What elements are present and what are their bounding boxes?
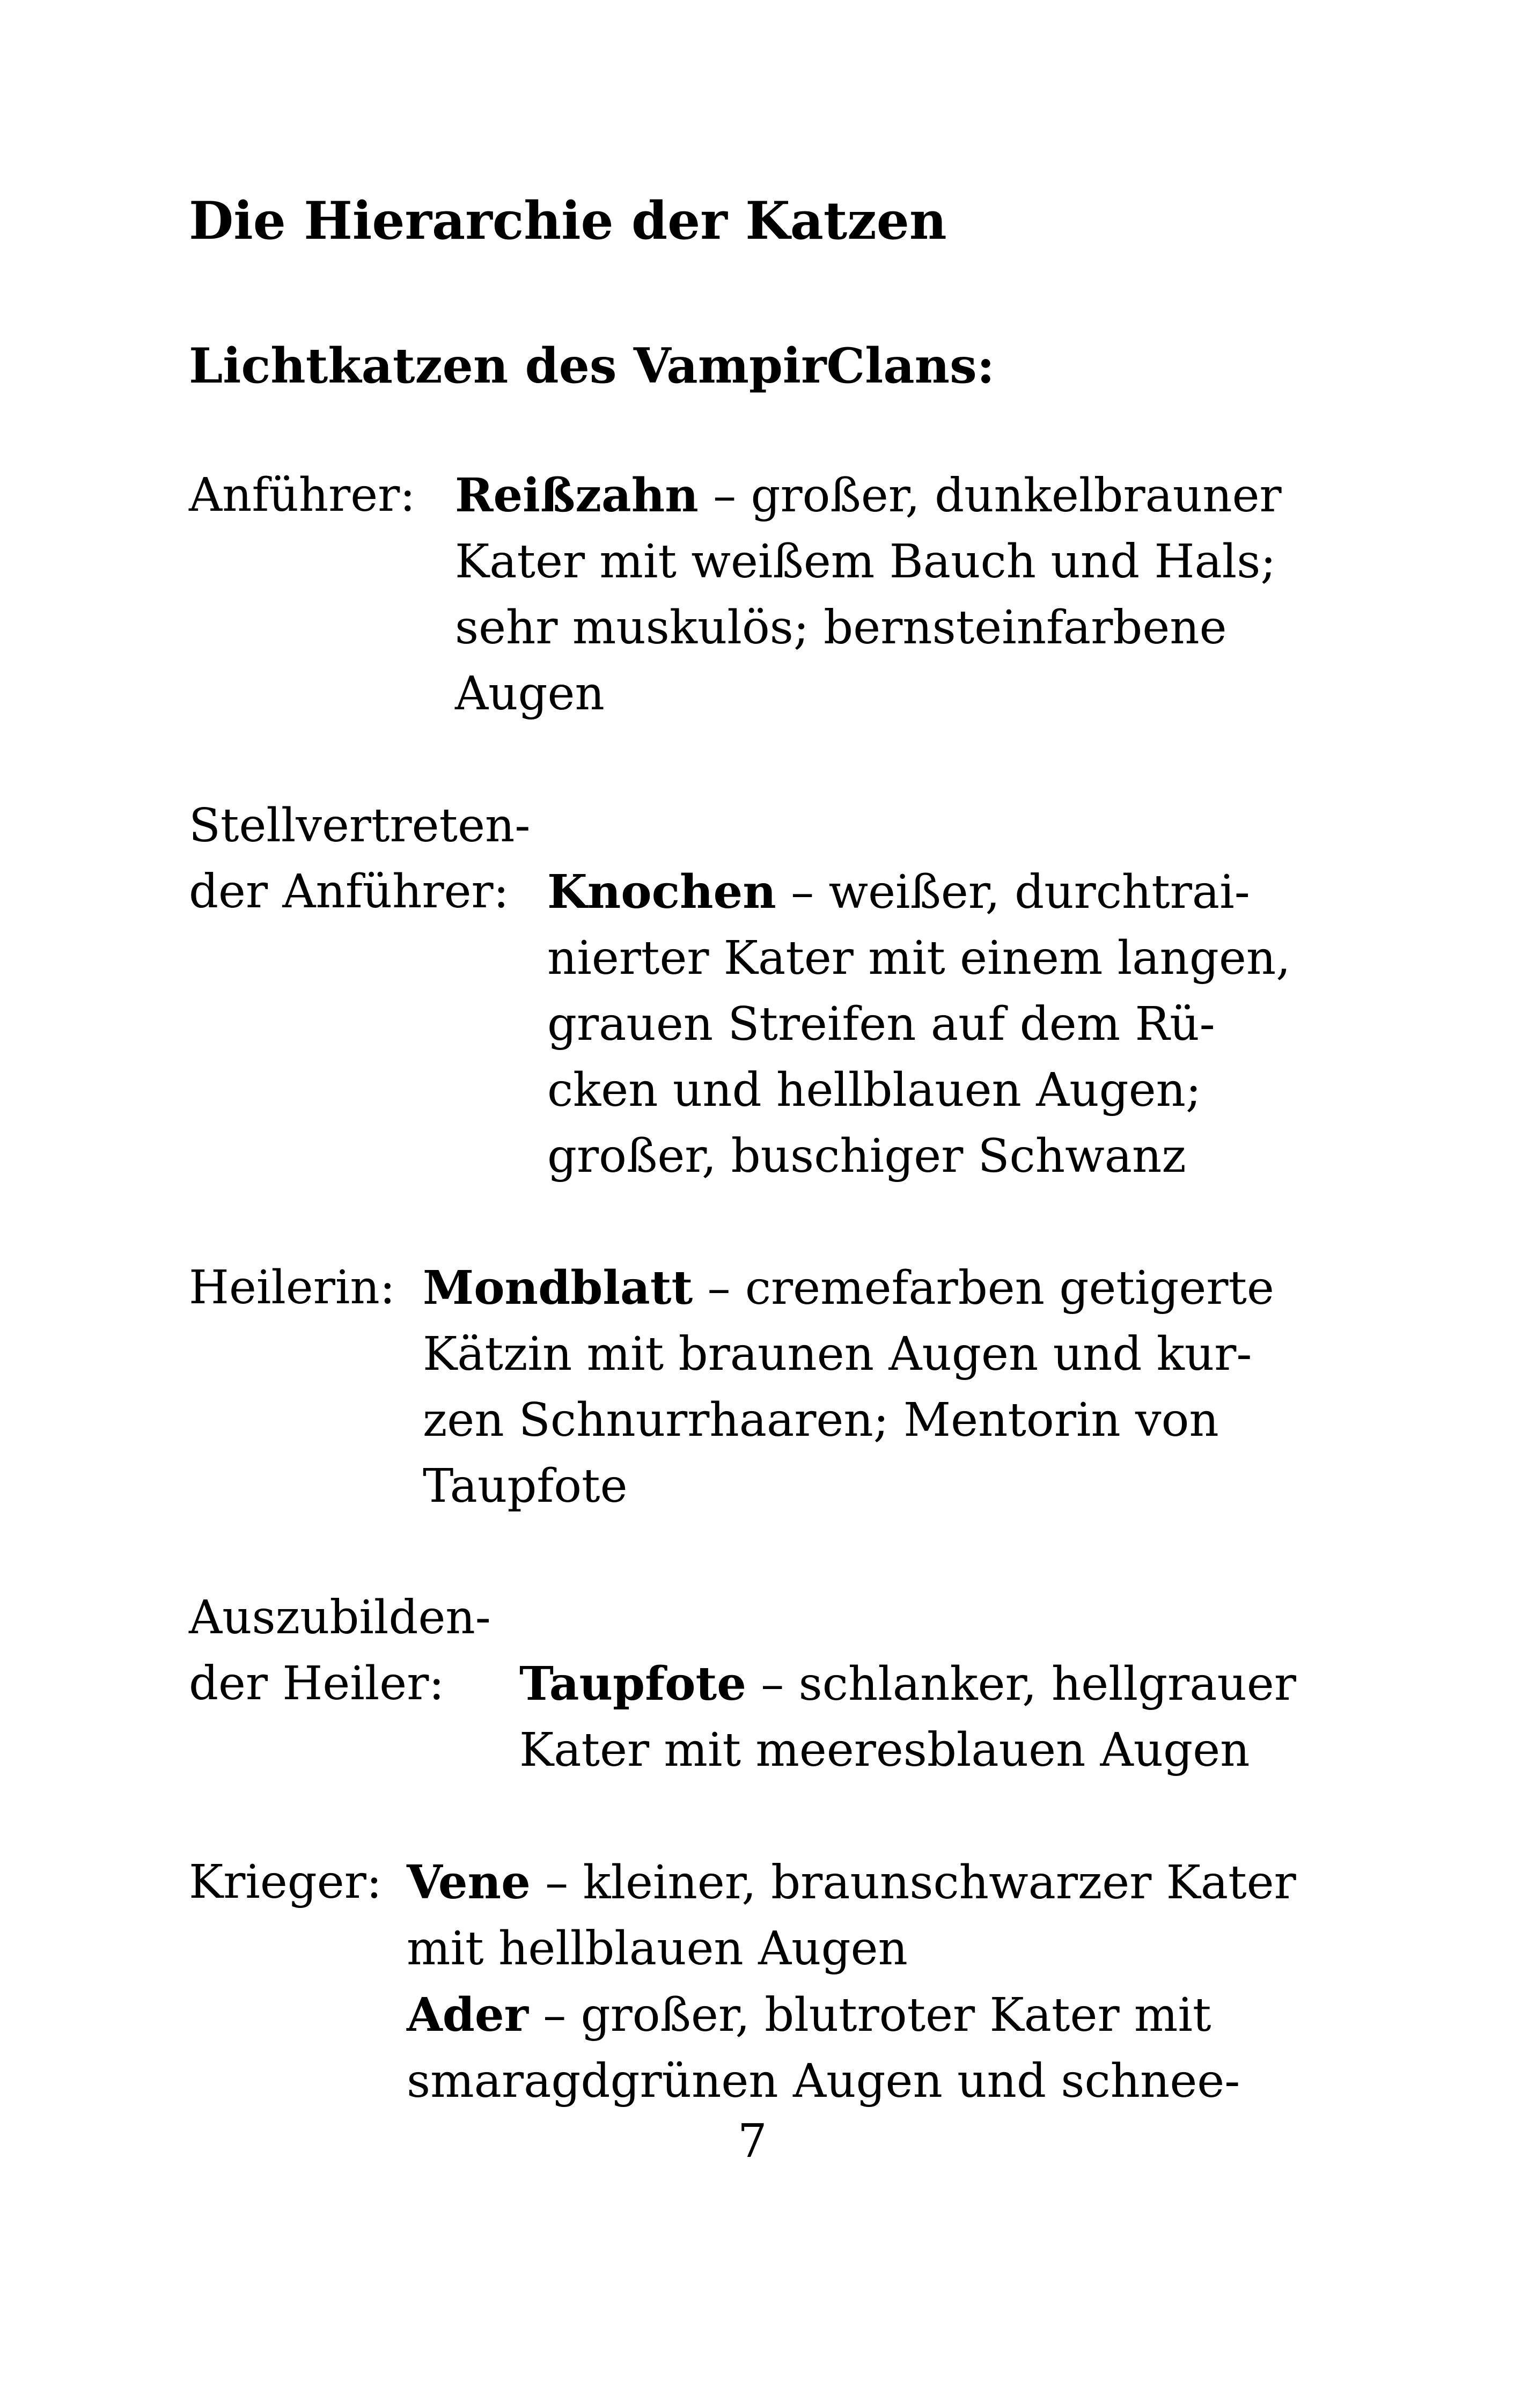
- description-first-line: [519, 1651, 1296, 1717]
- cat-description: [407, 1849, 1296, 2115]
- description-line: cken und hellblauen Augen;: [547, 1063, 1201, 1117]
- cat-description: [519, 1651, 1296, 1783]
- role-label: Anführer:: [189, 468, 416, 522]
- description-first-line: [407, 1849, 1296, 1916]
- description-first-line: [407, 1982, 1296, 2049]
- role-label: Heilerin:: [189, 1261, 395, 1315]
- description-line: Kätzin mit braunen Augen und kur-: [423, 1327, 1252, 1381]
- cat-name: Ader: [407, 1988, 528, 2042]
- description-text: – cremefarben getigerte: [693, 1261, 1274, 1315]
- description-line: sehr muskulös; bernsteinfarbene: [455, 601, 1227, 655]
- cat-name: Mondblatt: [423, 1261, 693, 1315]
- role-label: der Heiler:: [189, 1657, 445, 1710]
- description-text: – großer, blutroter Kater mit: [528, 1988, 1211, 2042]
- cat-description: [547, 859, 1291, 1190]
- cat-name: Knochen: [547, 865, 776, 919]
- description-line: Taupfote: [423, 1459, 628, 1513]
- cat-description: [455, 462, 1282, 727]
- description-text: – kleiner, braunschwarzer Kater: [530, 1856, 1296, 1910]
- role-label: Auszubilden-: [189, 1591, 491, 1645]
- description-line: großer, buschiger Schwanz: [547, 1129, 1186, 1183]
- description-line: Kater mit meeresblauen Augen: [519, 1723, 1250, 1777]
- role-label: der Anführer:: [189, 865, 509, 919]
- description-line: smaragdgrünen Augen und schnee-: [407, 2054, 1240, 2108]
- description-line: mit hellblauen Augen: [407, 1922, 908, 1976]
- description-text: – weißer, durchtrai-: [776, 865, 1250, 919]
- description-first-line: [455, 462, 1282, 529]
- description-text: – schlanker, hellgrauer: [746, 1657, 1296, 1711]
- description-text: – großer, dunkelbrauner: [698, 469, 1282, 523]
- description-line: Kater mit weißem Bauch und Hals;: [455, 535, 1276, 589]
- page-number: 7: [738, 2115, 767, 2168]
- page-title: Die Hierarchie der Katzen: [189, 190, 947, 251]
- role-label: Stellvertreten-: [189, 799, 531, 853]
- description-line: Augen: [455, 667, 605, 721]
- cat-description: [423, 1255, 1274, 1519]
- description-line: nierter Kater mit einem langen,: [547, 931, 1291, 985]
- cat-name: Taupfote: [519, 1657, 746, 1711]
- description-first-line: [423, 1255, 1274, 1322]
- clan-heading: Lichtkatzen des VampirClans:: [189, 337, 995, 394]
- description-line: grauen Streifen auf dem Rü-: [547, 997, 1215, 1051]
- description-line: zen Schnurrhaaren; Mentorin von: [423, 1393, 1219, 1447]
- description-first-line: [547, 859, 1291, 926]
- role-label: Krieger:: [189, 1855, 382, 1909]
- cat-name: Vene: [407, 1855, 531, 1910]
- cat-name: Reißzahn: [455, 468, 699, 523]
